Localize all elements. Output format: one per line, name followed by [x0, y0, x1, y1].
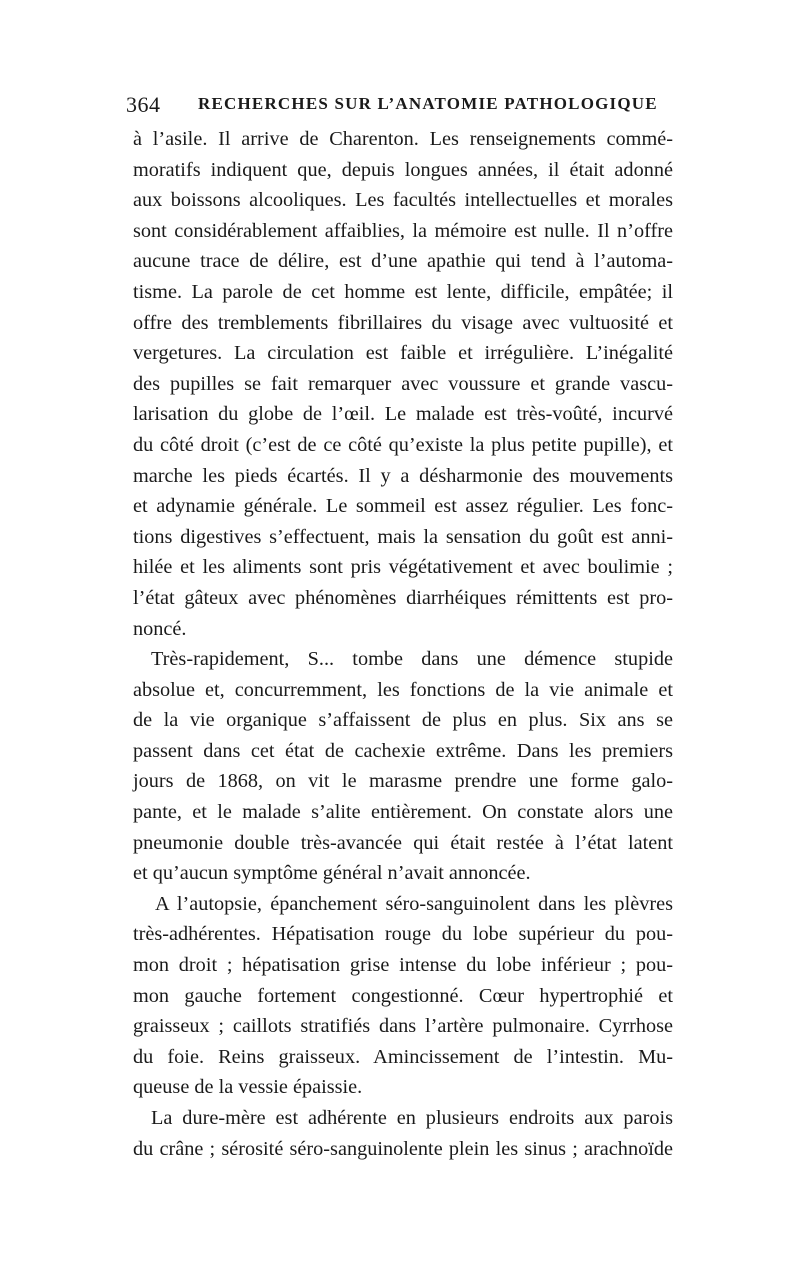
running-head [126, 92, 682, 122]
text-line: queuse de la vessie épaissie. [133, 1076, 363, 1099]
text-line: A l’autopsie, épanchement séro-sanguinolent dans les plèvres [155, 892, 673, 915]
text-line: noncé. [133, 617, 187, 640]
paragraph-1 [133, 124, 673, 644]
text-line: des pupilles se fait remarquer avec voussure et grande vascu- [133, 372, 673, 395]
text-line: tisme. La parole de cet homme est lente, difficile, empâtée; il [133, 280, 673, 303]
text-line: jours de 1868, on vit le marasme prendre une forme galo- [133, 770, 673, 793]
text-line: sont considérablement affaiblies, la mémoire est nulle. Il n’offre [133, 219, 673, 242]
text-line: mon droit ; hépatisation grise intense du lobe inférieur ; pou- [133, 954, 673, 977]
text-line: passent dans cet état de cachexie extrême. Dans les premiers [133, 739, 673, 762]
paragraph-4 [133, 1103, 673, 1164]
text-line: et qu’aucun symptôme général n’avait annoncée. [133, 862, 531, 885]
text-line: offre des tremblements fibrillaires du visage avec vultuosité et [133, 311, 673, 334]
paragraph-2 [133, 644, 673, 889]
text-line: et adynamie générale. Le sommeil est assez régulier. Les fonc- [133, 495, 673, 518]
text-line: vergetures. La circulation est faible et irrégulière. L’inégalité [133, 342, 673, 365]
text-line: de la vie organique s’affaissent de plus en plus. Six ans se [133, 709, 673, 732]
text-line: mon gauche fortement congestionné. Cœur hypertrophié et [133, 984, 673, 1007]
text-line: pante, et le malade s’alite entièrement. On constate alors une [133, 801, 673, 824]
text-line: La dure-mère est adhérente en plusieurs endroits aux parois [151, 1107, 673, 1129]
text-line: Très-rapidement, S... tombe dans une démence stupide [151, 648, 673, 671]
text-line: larisation du globe de l’œil. Le malade est très-voûté, incurvé [133, 403, 673, 426]
text-line: à l’asile. Il arrive de Charenton. Les renseignements commé- [133, 128, 673, 150]
text-line: marche les pieds écartés. Il y a désharmonie des mouvements [133, 464, 673, 487]
body-text [133, 124, 673, 1164]
running-head-title: RECHERCHES SUR L’ANATOMIE PATHOLOGIQUE [198, 94, 658, 113]
text-line: pneumonie double très-avancée qui était restée à l’état latent [133, 831, 673, 854]
text-line: moratifs indiquent que, depuis longues années, il était adonné [133, 158, 673, 181]
text-line: du foie. Reins graisseux. Amincissement de l’intestin. Mu- [133, 1045, 673, 1068]
text-line: du crâne ; sérosité séro-sanguinolente plein les sinus ; arachnoïde [133, 1137, 673, 1160]
text-line: absolue et, concurremment, les fonctions de la vie animale et [133, 678, 673, 701]
text-line: aux boissons alcooliques. Les facultés intellectuelles et morales [133, 189, 673, 212]
paragraph-3 [133, 889, 673, 1103]
text-line: graisseux ; caillots stratifiés dans l’artère pulmonaire. Cyrrhose [133, 1015, 673, 1038]
text-line: tions digestives s’effectuent, mais la sensation du goût est anni- [133, 525, 673, 548]
text-line: l’état gâteux avec phénomènes diarrhéiques rémittents est pro- [133, 586, 673, 609]
page-number: 364 [126, 92, 161, 117]
text-line: aucune trace de délire, est d’une apathie qui tend à l’automa- [133, 250, 673, 273]
text-line: très-adhérentes. Hépatisation rouge du lobe supérieur du pou- [133, 923, 673, 946]
text-line: hilée et les aliments sont pris végétativement et avec boulimie ; [133, 556, 673, 579]
text-line: du côté droit (c’est de ce côté qu’existe la plus petite pupille), et [133, 433, 673, 456]
